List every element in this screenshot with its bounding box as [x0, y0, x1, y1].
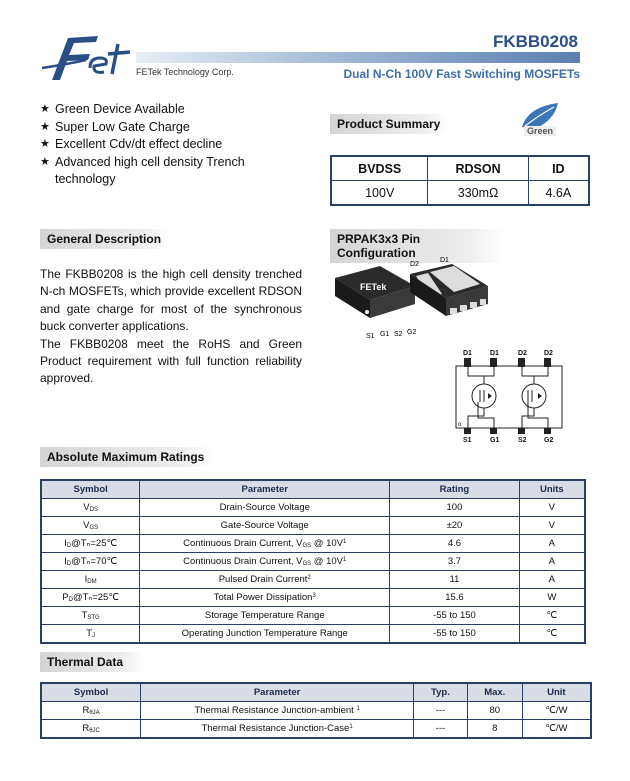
pin-label: D1	[440, 257, 449, 264]
symbol-condition: @Tₙ=70℃	[71, 556, 118, 567]
parameter-cell	[140, 589, 390, 607]
description-paragraph: The FKBB0208 meet the RoHS and Green Product requirement with full function reliability approved.	[40, 336, 302, 386]
schematic-pin-label: D1	[490, 350, 499, 357]
product-summary-table	[330, 155, 590, 206]
package-label: FETek	[360, 282, 387, 292]
parameter-text: Operating Junction Temperature Range	[181, 628, 348, 639]
unit-cell: V	[519, 517, 585, 535]
symbol-condition: @Tₙ=25℃	[71, 538, 118, 549]
symbol-subscript: DS	[89, 507, 98, 513]
parameter-cell	[140, 535, 390, 553]
parameter-text: Continuous Drain Current, V	[183, 538, 303, 549]
symbol-condition: @Tₙ=25℃	[72, 592, 119, 603]
footnote-ref: 1	[349, 724, 353, 730]
feature-list	[40, 101, 300, 189]
rating-cell: 4.6	[390, 535, 519, 553]
parameter-text: Drain-Source Voltage	[219, 502, 310, 513]
schematic-pin-label: S2	[518, 437, 527, 444]
pin-label: S2	[394, 331, 403, 338]
unit-cell: ℃/W	[522, 702, 591, 720]
rating-cell: 11	[390, 571, 519, 589]
symbol-text: T	[86, 628, 93, 639]
schematic-pin-label: S1	[463, 437, 472, 444]
symbol-subscript: θJA	[89, 710, 100, 716]
unit-cell: A	[519, 535, 585, 553]
thermal-rows	[41, 702, 591, 739]
general-description-title: General Description	[40, 229, 169, 249]
general-description	[40, 266, 302, 388]
parameter-cell	[140, 499, 390, 517]
parameter-text: Storage Temperature Range	[204, 610, 325, 621]
symbol-cell	[41, 702, 141, 720]
document-subtitle: Dual N-Ch 100V Fast Switching MOSFETs	[343, 67, 580, 81]
schematic-diagram	[452, 346, 570, 446]
parameter-text: Total Power Dissipation	[213, 592, 313, 603]
footnote-ref: 1	[343, 557, 347, 563]
parameter-text: Continuous Drain Current, V	[183, 556, 303, 567]
column-header: Unit	[522, 683, 591, 702]
column-header: ID	[528, 156, 589, 181]
unit-cell: ℃	[519, 607, 585, 625]
header-bar	[136, 52, 580, 63]
table-row	[41, 720, 591, 739]
footnote-ref: 1	[356, 706, 360, 712]
table-row	[41, 607, 585, 625]
table-row	[41, 535, 585, 553]
symbol-cell	[41, 589, 140, 607]
description-paragraph: The FKBB0208 is the high cell density trenched N-ch MOSFETs, which provide excellent RDSON and gate charge for most of the synchronous buck converter applications.	[40, 267, 302, 334]
parameter-cell	[140, 625, 390, 644]
symbol-cell	[41, 720, 141, 739]
schematic-pin-label: G2	[544, 437, 554, 444]
symbol-cell	[41, 625, 140, 644]
symbol-text: R	[82, 723, 90, 734]
green-label: Green	[524, 126, 556, 136]
table-row	[41, 702, 591, 720]
symbol-text: I	[64, 556, 67, 567]
symbol-text: T	[81, 610, 88, 621]
parameter-condition: @ 10V	[311, 556, 343, 567]
table-row	[41, 571, 585, 589]
column-header: Units	[519, 480, 585, 499]
pin-label: G1	[380, 331, 390, 338]
unit-cell: A	[519, 571, 585, 589]
column-header: Parameter	[140, 480, 390, 499]
footnote-ref: 1	[343, 539, 347, 545]
symbol-cell	[41, 607, 140, 625]
table-header-row	[41, 480, 585, 499]
pin-config-title: PRPAK3x3 Pin Configuration	[330, 229, 504, 263]
column-header: RDSON	[428, 156, 528, 181]
parameter-condition: @ 10V	[311, 538, 343, 549]
symbol-text: V	[83, 520, 90, 531]
column-header: Parameter	[141, 683, 414, 702]
pin-label: S1	[366, 333, 375, 340]
symbol-subscript: J	[92, 633, 96, 639]
pin-label: G2	[407, 329, 417, 336]
table-cell: 100V	[331, 181, 428, 206]
column-header: Symbol	[41, 683, 141, 702]
parameter-text: Gate-Source Voltage	[220, 520, 309, 531]
symbol-cell	[41, 553, 140, 571]
product-summary-title: Product Summary	[330, 114, 448, 134]
column-header: BVDSS	[331, 156, 428, 181]
column-header: Rating	[390, 480, 519, 499]
symbol-text: R	[82, 705, 90, 716]
feature-item: ★ Advanced high cell density Trench technology	[40, 154, 300, 189]
parameter-text: Pulsed Drain Current	[218, 574, 308, 585]
table-row	[41, 553, 585, 571]
column-header: Symbol	[41, 480, 140, 499]
part-number: FKBB0208	[492, 32, 578, 51]
max-cell: 80	[467, 702, 522, 720]
symbol-subscript: DM	[87, 579, 97, 585]
rating-cell: ±20	[390, 517, 519, 535]
schematic-pin-label: D2	[518, 350, 527, 357]
parameter-cell	[141, 720, 414, 739]
feature-item: ★ Excellent Cdv/dt effect decline	[40, 136, 300, 154]
parameter-cell	[140, 571, 390, 589]
thermal-table	[40, 682, 592, 739]
symbol-subscript: D	[66, 561, 72, 567]
parameter-cell	[140, 517, 390, 535]
rating-cell: -55 to 150	[390, 625, 519, 644]
footnote-ref: 3	[312, 593, 316, 599]
parameter-cell	[140, 607, 390, 625]
abs-max-rows	[41, 499, 585, 644]
unit-cell: V	[519, 499, 585, 517]
max-cell: 8	[467, 720, 522, 739]
table-row	[41, 589, 585, 607]
rating-cell: -55 to 150	[390, 607, 519, 625]
thermal-title: Thermal Data	[40, 652, 144, 672]
feature-item: ★ Green Device Available	[40, 101, 300, 119]
typ-cell: ---	[414, 720, 468, 739]
package-drawing	[330, 256, 492, 344]
parameter-subscript: GS	[302, 561, 312, 567]
symbol-cell	[41, 571, 140, 589]
table-header-row	[331, 156, 589, 181]
column-header: Max.	[467, 683, 522, 702]
unit-cell: A	[519, 553, 585, 571]
pin1-marker: o	[458, 422, 462, 428]
rating-cell: 100	[390, 499, 519, 517]
table-row	[331, 181, 589, 206]
schematic-pin-label: D1	[463, 350, 472, 357]
parameter-text: Thermal Resistance Junction-Case	[201, 723, 350, 734]
schematic-pin-label: G1	[490, 437, 500, 444]
feature-item: ★ Super Low Gate Charge	[40, 119, 300, 137]
symbol-subscript: D	[66, 543, 72, 549]
symbol-text: V	[83, 502, 90, 513]
table-row	[41, 517, 585, 535]
abs-max-title: Absolute Maximum Ratings	[40, 447, 214, 467]
parameter-cell	[141, 702, 414, 720]
table-row	[41, 499, 585, 517]
schematic-pin-label: D2	[544, 350, 553, 357]
table-row	[41, 625, 585, 644]
parameter-text: Thermal Resistance Junction-ambient	[194, 705, 357, 716]
column-header: Typ.	[414, 683, 468, 702]
symbol-subscript: STG	[87, 615, 100, 621]
company-logo	[38, 30, 138, 88]
green-badge	[514, 101, 566, 139]
symbol-text: P	[62, 592, 69, 603]
parameter-subscript: GS	[302, 543, 312, 549]
unit-cell: ℃/W	[522, 720, 591, 739]
company-name: FETek Technology Corp.	[136, 67, 234, 77]
parameter-cell	[140, 553, 390, 571]
table-header-row	[41, 683, 591, 702]
footnote-ref: 2	[307, 575, 311, 581]
pin-label: D2	[410, 261, 419, 268]
rating-cell: 3.7	[390, 553, 519, 571]
table-cell: 330mΩ	[428, 181, 528, 206]
symbol-cell	[41, 535, 140, 553]
symbol-subscript: θJC	[89, 728, 100, 734]
unit-cell: W	[519, 589, 585, 607]
unit-cell: ℃	[519, 625, 585, 644]
table-cell: 4.6A	[528, 181, 589, 206]
symbol-subscript: GS	[89, 525, 99, 531]
typ-cell: ---	[414, 702, 468, 720]
rating-cell: 15.6	[390, 589, 519, 607]
symbol-subscript: D	[68, 597, 73, 603]
symbol-cell	[41, 499, 140, 517]
symbol-text: I	[64, 538, 67, 549]
symbol-text: I	[84, 574, 88, 585]
abs-max-table	[40, 479, 586, 644]
symbol-cell	[41, 517, 140, 535]
